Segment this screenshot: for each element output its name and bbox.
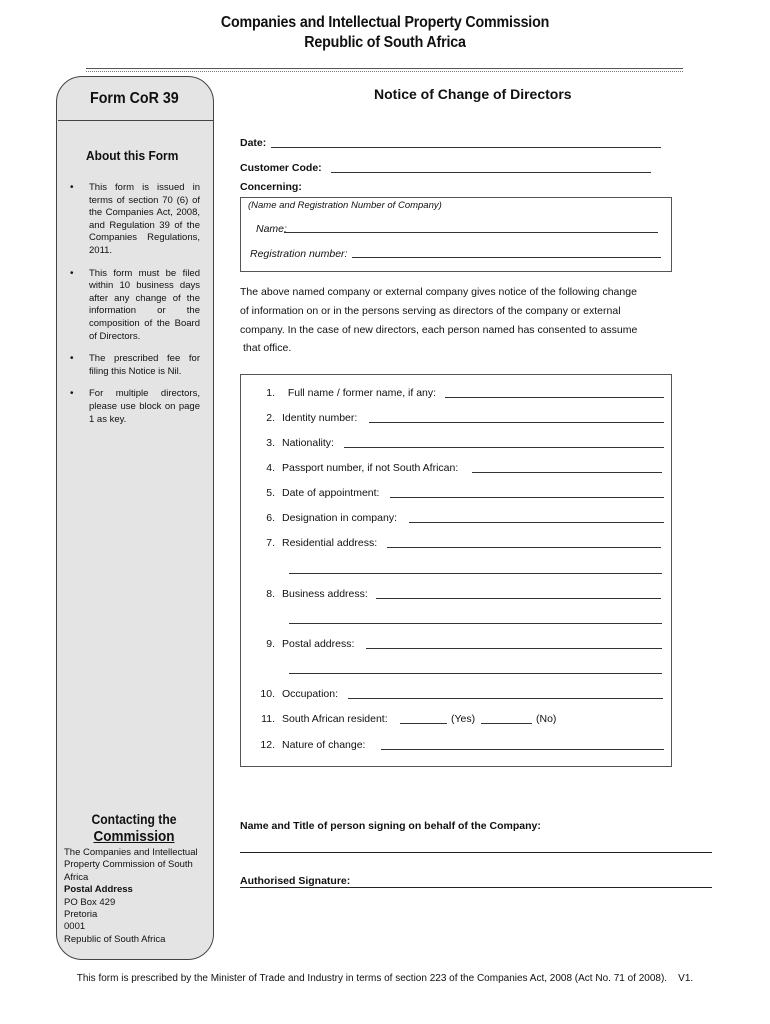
- date-label: Date:: [240, 137, 267, 149]
- residential-address-field[interactable]: [387, 547, 661, 548]
- notice-line: of information on or in the persons serving as directors of the company or external: [240, 304, 621, 317]
- notice-paragraph: [240, 283, 670, 358]
- item-sa-resident: 11. South African resident:: [261, 713, 388, 725]
- signatory-field[interactable]: [240, 852, 712, 853]
- item-business-address: 8. Business address:: [266, 588, 368, 600]
- contact-title: Contacting the: [91, 812, 177, 827]
- registration-number-label: Registration number:: [250, 248, 348, 260]
- commission-title: Companies and Intellectual Property Commission: [220, 14, 550, 31]
- identity-number-field[interactable]: [369, 422, 664, 423]
- footer-note: This form is prescribed by the Minister of Trade and Industry in terms of section 223 of the Companies Act, 2008 (Act No. 71 of 2008). V1.: [76, 973, 694, 984]
- business-address-field-2[interactable]: [289, 623, 662, 624]
- about-item: • This form must be filed within 10 business days after any change of the information or the composition of the Board of Directors.: [64, 268, 200, 344]
- sidebar-divider: [58, 120, 213, 121]
- header-divider: [86, 68, 683, 72]
- contact-org: Property Commission of South Africa: [64, 859, 193, 883]
- item-identity-number: 2. Identity number:: [266, 412, 358, 424]
- item-nature-of-change: 12. Nature of change:: [260, 739, 366, 751]
- about-list: [64, 182, 200, 436]
- about-item: • For multiple directors, please use block on page 1 as key.: [64, 388, 200, 426]
- contact-details: [64, 847, 214, 946]
- address-line: Pretoria: [64, 909, 98, 921]
- residential-address-field-2[interactable]: [289, 573, 662, 574]
- resident-no-label: (No): [536, 713, 557, 725]
- item-nationality: 3. Nationality:: [266, 437, 334, 449]
- address-line: Republic of South Africa: [64, 933, 166, 945]
- notice-line: company. In the case of new directors, each person named has consented to assume: [240, 323, 638, 336]
- item-residential-address: 7. Residential address:: [266, 537, 378, 549]
- signature-label: Authorised Signature:: [240, 875, 351, 887]
- resident-yes-field[interactable]: [400, 723, 447, 724]
- postal-address-label: Postal Address: [64, 884, 133, 896]
- resident-yes-label: (Yes): [451, 713, 476, 725]
- signature-field[interactable]: [240, 887, 712, 888]
- concerning-label: Concerning:: [240, 181, 302, 193]
- contact-subtitle: Commission: [93, 828, 175, 845]
- postal-address-field-2[interactable]: [289, 673, 662, 674]
- business-address-field[interactable]: [376, 598, 661, 599]
- contact-org: The Companies and Intellectual: [64, 847, 198, 858]
- concerning-hint: (Name and Registration Number of Company): [248, 200, 442, 211]
- form-number: Form CoR 39: [90, 90, 179, 107]
- resident-no-field[interactable]: [481, 723, 532, 724]
- director-details-box: [240, 374, 672, 767]
- passport-number-field[interactable]: [472, 472, 662, 473]
- nationality-field[interactable]: [344, 447, 664, 448]
- country-title: Republic of South Africa: [304, 34, 466, 51]
- form-title: Notice of Change of Directors: [374, 86, 572, 102]
- nature-of-change-field[interactable]: [381, 749, 664, 750]
- item-postal-address: 9. Postal address:: [266, 638, 355, 650]
- about-item: • This form is issued in terms of section 70 (6) of the Companies Act, 2008, and Regulation 39 of the Companies Regulations, 2011.: [64, 182, 200, 258]
- item-occupation: 10. Occupation:: [260, 688, 339, 700]
- company-name-label: Name:: [256, 223, 287, 235]
- notice-line: that office.: [243, 342, 292, 355]
- appointment-date-field[interactable]: [390, 497, 664, 498]
- postal-address-field[interactable]: [366, 648, 662, 649]
- customer-code-field[interactable]: [331, 172, 651, 173]
- about-item: • The prescribed fee for filing this Notice is Nil.: [64, 353, 200, 378]
- full-name-field[interactable]: [445, 397, 664, 398]
- item-full-name: 1. Full name / former name, if any:: [266, 387, 437, 399]
- about-title: About this Form: [86, 148, 179, 163]
- customer-code-label: Customer Code:: [240, 162, 322, 174]
- item-passport-number: 4. Passport number, if not South African:: [266, 462, 459, 474]
- occupation-field[interactable]: [348, 698, 663, 699]
- address-line: 0001: [64, 921, 86, 933]
- registration-number-field[interactable]: [352, 257, 661, 258]
- address-line: PO Box 429: [64, 896, 116, 908]
- signatory-label: Name and Title of person signing on behalf of the Company:: [240, 820, 541, 832]
- date-field[interactable]: [271, 147, 661, 148]
- item-designation: 6. Designation in company:: [266, 512, 397, 524]
- notice-line: The above named company or external company gives notice of the following change: [240, 286, 637, 298]
- designation-field[interactable]: [409, 522, 664, 523]
- company-name-field[interactable]: [284, 232, 658, 233]
- item-date-of-appointment: 5. Date of appointment:: [266, 487, 380, 499]
